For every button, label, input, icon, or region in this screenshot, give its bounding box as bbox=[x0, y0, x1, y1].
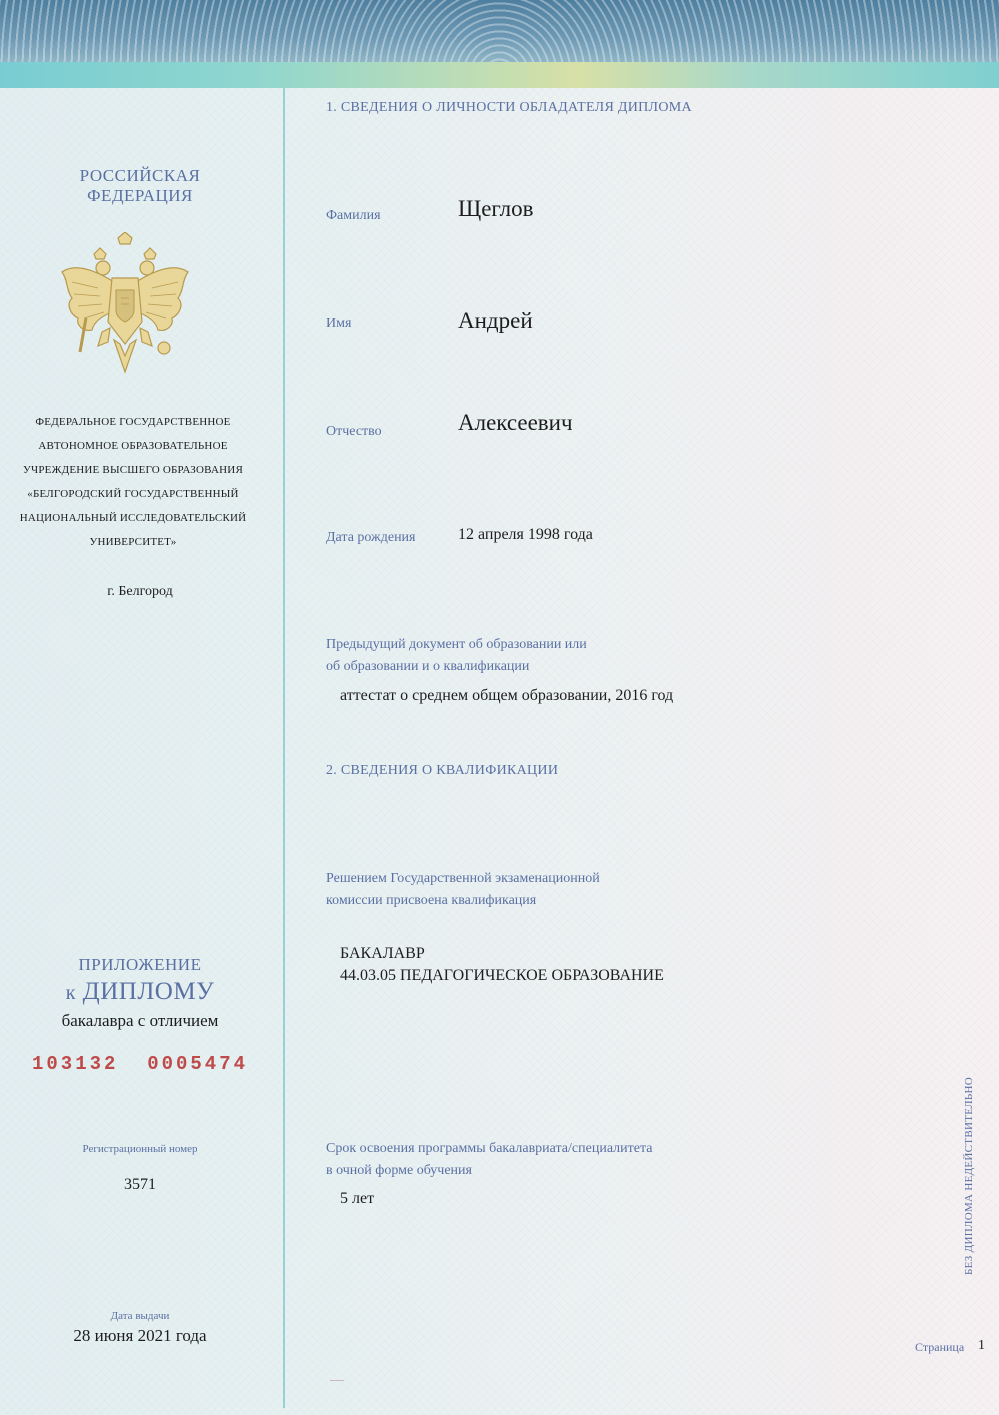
surname-label: Фамилия bbox=[326, 208, 381, 223]
organization-line: УНИВЕРСИТЕТ» bbox=[89, 536, 177, 548]
supplement-title bbox=[20, 978, 260, 1006]
study-term-label-line-2: в очной форме обучения bbox=[326, 1163, 472, 1178]
supplement-label: ПРИЛОЖЕНИЕ bbox=[78, 955, 202, 974]
organization-line: УЧРЕЖДЕНИЕ ВЫСШЕГО ОБРАЗОВАНИЯ bbox=[23, 464, 243, 476]
country-name bbox=[20, 166, 260, 206]
organization-name bbox=[8, 410, 258, 554]
birth-date-value: 12 апреля 1998 года bbox=[458, 526, 593, 543]
study-term-value: 5 лет bbox=[340, 1190, 375, 1207]
birth-date-label: Дата рождения bbox=[326, 530, 416, 545]
section-2-title: 2. СВЕДЕНИЯ О КВАЛИФИКАЦИИ bbox=[326, 763, 559, 778]
previous-document-label-line-2: об образовании и о квалификации bbox=[326, 659, 530, 674]
degree-type: бакалавра с отличием bbox=[61, 1011, 219, 1030]
validity-note: БЕЗ ДИПЛОМА НЕДЕЙСТВИТЕЛЬНО bbox=[963, 1077, 975, 1275]
study-term-label-line-1: Срок освоения программы бакалавриата/специалитета bbox=[326, 1141, 653, 1156]
double-headed-eagle-icon bbox=[58, 232, 192, 382]
qualification-label-line-2: комиссии присвоена квалификация bbox=[326, 893, 537, 908]
page-number: 1 bbox=[978, 1338, 985, 1353]
section-1-title: 1. СВЕДЕНИЯ О ЛИЧНОСТИ ОБЛАДАТЕЛЯ ДИПЛОМА bbox=[326, 100, 692, 115]
country-line-1: РОССИЙСКАЯ bbox=[79, 166, 201, 185]
country-line-2: ФЕДЕРАЦИЯ bbox=[87, 186, 193, 205]
qualification-label-line-1: Решением Государственной экзаменационной bbox=[326, 871, 600, 886]
security-pattern-band bbox=[0, 0, 999, 62]
patronymic-label: Отчество bbox=[326, 424, 382, 439]
iridescent-strip bbox=[0, 62, 999, 88]
organization-line: ФЕДЕРАЛЬНОЕ ГОСУДАРСТВЕННОЕ bbox=[35, 416, 231, 428]
serial-number: 103132 0005474 bbox=[31, 1053, 249, 1075]
issue-date-label: Дата выдачи bbox=[110, 1310, 170, 1322]
supplement-title-word: ДИПЛОМУ bbox=[82, 978, 215, 1005]
previous-document-label-line-1: Предыдущий документ об образовании или bbox=[326, 637, 587, 652]
registration-label: Регистрационный номер bbox=[82, 1143, 198, 1155]
name-value: Андрей bbox=[458, 308, 533, 333]
specialty-value: 44.03.05 ПЕДАГОГИЧЕСКОЕ ОБРАЗОВАНИЕ bbox=[340, 967, 664, 984]
column-divider bbox=[283, 88, 285, 1408]
organization-line: «БЕЛГОРОДСКИЙ ГОСУДАРСТВЕННЫЙ bbox=[27, 488, 239, 500]
organization-line: АВТОНОМНОЕ ОБРАЗОВАТЕЛЬНОЕ bbox=[38, 440, 228, 452]
footer-mark bbox=[330, 1380, 344, 1381]
registration-number: 3571 bbox=[124, 1176, 156, 1193]
supplement-prefix: к bbox=[65, 982, 76, 1004]
previous-document-value: аттестат о среднем общем образовании, 2016 год bbox=[340, 687, 674, 704]
organization-line: НАЦИОНАЛЬНЫЙ ИССЛЕДОВАТЕЛЬСКИЙ bbox=[19, 512, 247, 524]
qualification-value: БАКАЛАВР bbox=[340, 945, 425, 962]
surname-value: Щеглов bbox=[458, 196, 534, 221]
name-label: Имя bbox=[326, 316, 352, 331]
page-label: Страница bbox=[915, 1340, 965, 1354]
city: г. Белгород bbox=[107, 584, 173, 599]
patronymic-value: Алексеевич bbox=[458, 410, 573, 435]
issue-date: 28 июня 2021 года bbox=[73, 1326, 207, 1345]
